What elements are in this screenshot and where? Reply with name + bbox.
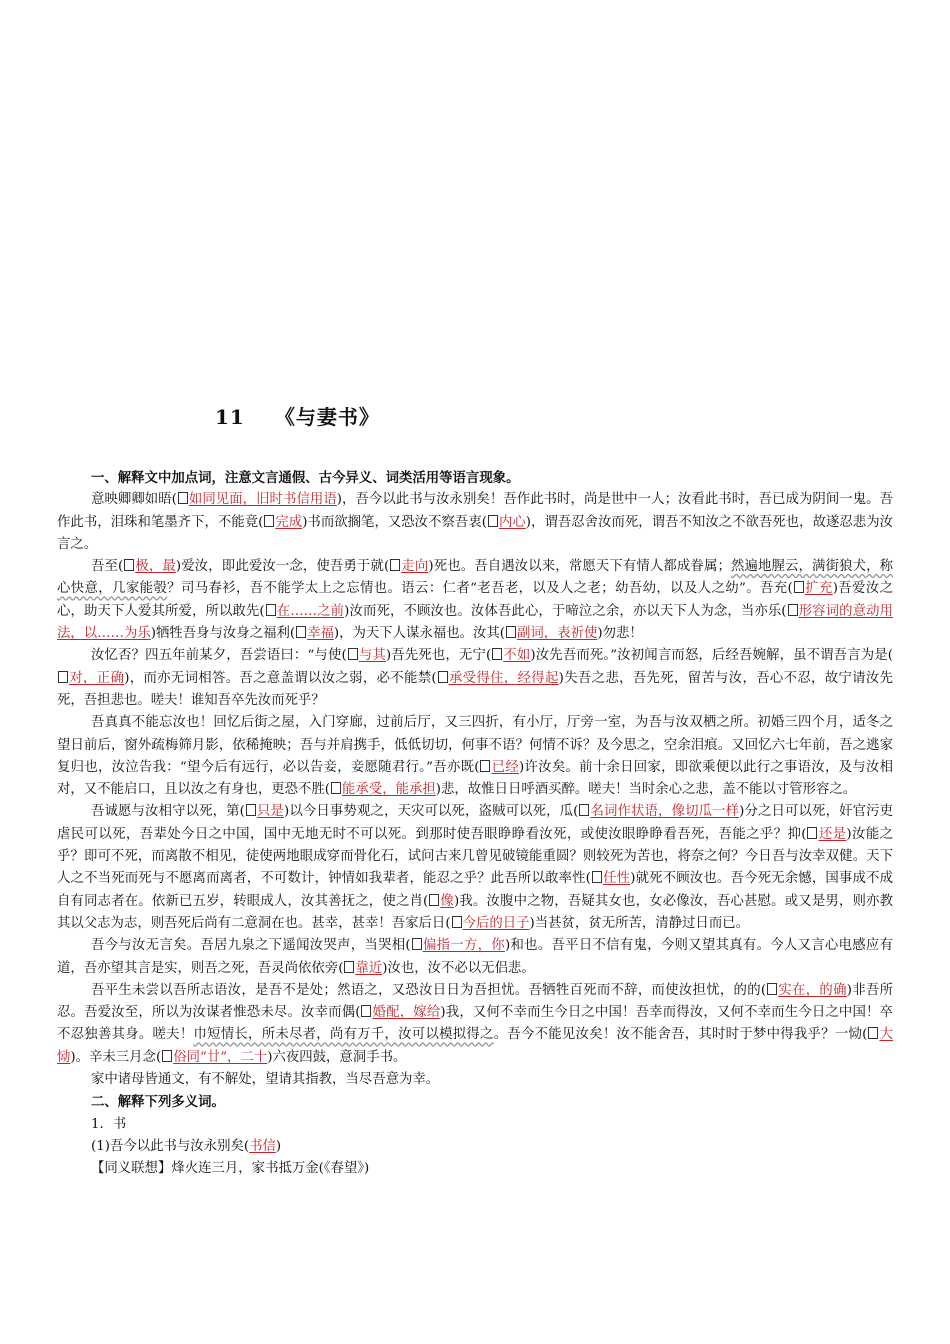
text-segment: 家中诸母皆通文，有不解处，望请其指教，当尽吾意为幸。 [91,1072,440,1088]
synonym-association: 【同义联想】烽火连三月，家书抵万金(《春望》) [91,1161,370,1177]
checkbox-icon [390,559,400,571]
text-segment: 吾真真不能忘汝也！回忆后街之屋，入门穿廊，过前后厅，又三四折，有小厅，厅旁一室，为吾与汝双栖之所。初婚三四个月，适冬之望日前后，窗外疏梅筛月影，依稀掩映；吾与并肩携手，低低切切，何事不语？何情不诉？及今思之，空余泪痕。又回忆六七年前，吾之逃家复归也，汝泣告我：“望今后有远行，必以告妾，妾愿随君行。”吾亦既( [57,715,893,775]
text-segment: )失吾之悲，吾先死，留苦与汝，吾心不忍，故宁请汝先死，吾担悲也。嗟夫！谁知吾卒先汝而死乎？ [57,670,894,708]
checkbox-icon [178,492,188,504]
annotation: 还是 [818,826,847,842]
text-segment: )汝而死，不顾汝也。汝体吾此心，于啼泣之余，亦以天下人为念，当亦乐( [344,603,787,619]
text-segment: 意映卿卿如晤( [91,492,177,508]
checkbox-icon [868,1027,878,1039]
annotation: 极，最 [135,559,176,575]
paragraph-2 [57,556,893,645]
text-segment: )非吾所忍。吾爱汝至，所以为汝谋者惟恐未尽。汝幸而偶( [57,982,893,1021]
checkbox-icon [124,559,134,571]
text-segment: )勿悲！ [597,626,643,642]
checkbox-icon [162,1050,172,1062]
text-segment: 吾诚愿与汝相守以死，第( [91,804,245,820]
checkbox-icon [348,648,358,660]
text-segment: )就死不顾汝也。吾今死无余憾，国事成不成自有同志者在。依新已五岁，转眼成人，汝其善抚之，使之肖( [57,871,893,909]
checkbox-icon [331,782,341,794]
text-segment: )六夜四鼓，意洞手书。 [267,1049,407,1065]
checkbox-icon [488,515,498,527]
paragraph-6 [57,935,893,980]
checkbox-icon [788,604,798,616]
text-segment: )牺牲吾身与汝身之福利( [150,626,296,642]
annotation: 任性 [602,871,631,887]
text-segment: )我。汝腹中之物，吾疑其女也，女必像汝，吾心甚慰。或又是男，则亦教其以父志为志，则吾死后尚有二意洞在也。甚幸，甚幸！吾家后日( [57,893,894,931]
checkbox-icon [344,961,354,973]
text-segment: ) [275,1138,282,1154]
checkbox-icon [429,894,439,906]
checkbox-icon [296,626,306,638]
lesson-title: 《与妻书》 [274,405,380,429]
text-segment: )，为天下人谋永福也。汝其( [333,626,506,642]
annotation: 与其 [358,648,386,664]
annotation: 大恸 [57,1027,894,1065]
paragraph-4 [57,712,893,801]
checkbox-icon [579,804,589,816]
text-segment: )汝也，汝不必以无侣悲。 [382,960,535,976]
checkbox-icon [246,804,256,816]
text-segment: )我，又何不幸而生今日之中国！吾幸而得汝，又何不幸而生今日之中国！卒不忍独善其身。嗟夫！ [57,1005,893,1043]
checkbox-icon [480,760,490,772]
checkbox-icon [492,648,502,660]
text-segment: 吾至( [91,559,124,575]
checkbox-icon [807,827,817,839]
checkbox-icon [264,515,274,527]
text-segment: 。吾今不能见汝矣！汝不能舍吾，其时时于梦中得我乎？一恸( [493,1027,868,1043]
document-body [57,467,893,1181]
annotation: 像 [440,893,454,909]
annotation: 只是 [256,804,285,820]
annotation: 如同见面，旧时书信用语 [188,492,337,508]
checkbox-icon [506,626,516,638]
text-segment: )，吾今以此书与汝永别矣！吾作此书时，尚是世中一人；汝看此书时，吾已成为阴间一鬼。吾作此书，泪珠和笔墨齐下，不能竟( [57,492,894,530]
text-segment: 汝忆否？四五年前某夕，吾尝语曰：“与使( [91,648,347,664]
paragraph-5 [57,801,893,935]
text-segment: (1)吾今以此书与汝永别矣( [91,1138,250,1154]
text-segment: )吾先死也，无宁( [385,648,492,664]
checkbox-icon [767,983,777,995]
annotation: 副词，表祈使 [517,626,598,642]
lesson-number: 11 [215,405,245,429]
text-segment: )当甚贫，贫无所苦，清静过日而已。 [529,915,749,931]
checkbox-icon [452,916,462,928]
text-segment: ？司马春衫，吾不能学太上之忘情也。语云：仁者“老吾老，以及人之老；幼吾幼，以及人之幼”。吾充( [167,581,793,597]
annotation: 完成 [275,514,303,530]
annotation: 俗同“廿”，二十 [173,1049,268,1065]
annotation: 偏指一方，你 [422,938,505,954]
checkbox-icon [266,604,276,616]
text-segment: )和也。吾平日不信有鬼，今则又望其真有。今人又言心电感应有道，吾亦望其言是实，则吾之死，吾灵尚依依旁( [57,938,893,976]
checkbox-icon [438,671,448,683]
text-segment: )。辛未三月念( [70,1049,162,1065]
text-segment: 吾平生未尝以吾所志语汝，是吾不是处；然语之，又恐汝日日为吾担忧。吾牺牲百死而不辞，而使汝担忧，的的( [91,982,767,998]
text-segment: )分之日可以死，奸官污吏虐民可以死，吾辈处今日之中国，国中无地无时不可以死。到那时使吾眼睁睁看汝死，或使汝眼睁睁看吾死，吾能之乎？抑( [57,804,894,842]
annotation: 靠近 [355,960,383,976]
text-segment: )汝能之乎？即可不死，而离散不相见，徒使两地眼成穿而骨化石，试问古来几曾见破镜能重圆？则较死为苦也，将奈之何？今日吾与汝幸双健。天下人之不当死而死与不愿离而离者，不可数计，钟情如我辈者，能忍之乎？此吾所以敢率性( [57,826,893,887]
paragraph-3 [57,645,893,712]
checkbox-icon [361,1005,371,1017]
annotation: 在……之前 [276,603,345,619]
paragraph-7 [57,980,893,1069]
wavy-underlined-text: 然遍地腥云，满街狼犬，称心快意，几家能彀 [57,559,894,597]
annotation: 书信 [249,1138,276,1154]
checkbox-icon [794,581,804,593]
section-heading-2: 二、解释下列多义词。 [91,1094,225,1111]
annotation: 今后的日子 [462,915,530,931]
annotation: 能承受，能承担 [342,782,436,798]
text-segment: )，而亦无词相答。吾之意盖谓以汝之弱，必不能禁( [124,670,437,686]
checkbox-icon [592,871,602,883]
checkbox-icon [58,671,68,683]
paragraph-1 [57,489,893,556]
annotation: 内心 [498,514,526,530]
annotation: 扩充 [804,581,833,597]
annotation: 已经 [491,759,520,775]
text-segment: )以今日事势观之，天灾可以死，盗贼可以死，瓜( [284,804,579,820]
vocab-item-label: 1．书 [91,1116,127,1132]
wavy-underlined-text: 巾短情长，所未尽者，尚有万千，汝可以模拟得之 [193,1027,494,1043]
annotation: 对，正确 [69,670,125,686]
text-segment: )汝先吾而死。”汝初闻言而怒，后经吾婉解，虽不谓吾言为是( [530,648,894,664]
annotation: 婚配，嫁给 [372,1005,441,1021]
section-heading-1: 一、解释文中加点词，注意文言通假、古今异义、词类活用等语言现象。 [91,470,520,486]
text-segment: )悲，故惟日日呼酒买醉。嗟夫！当时余心之悲，盖不能以寸管形容之。 [435,782,857,798]
text-segment: )死也。吾自遇汝以来，常愿天下有情人都成眷属； [428,559,731,575]
text-segment: )爱汝，即此爱汝一念，使吾勇于就( [175,559,390,575]
annotation: 幸福 [307,626,334,642]
text-segment: 吾今与汝无言矣。吾居九泉之下遥闻汝哭声，当哭相( [91,938,411,954]
annotation: 走向 [401,559,429,575]
annotation: 不如 [503,648,531,664]
text-segment: )许汝矣。前十余日回家，即欲乘便以此行之事语汝，及与汝相对，又不能启口，且以汝之有身也，更恐不胜( [57,759,894,798]
text-segment: )吾爱汝之心，助天下人爱其所爱，所以敢先( [57,581,893,619]
page-title [215,401,380,430]
annotation: 名词作状语，像切瓜一样 [590,804,740,820]
vocab-example-1 [57,1136,893,1158]
text-segment: )，谓吾忍舍汝而死，谓吾不知汝之不欲吾死也，故遂忍悲为汝言之。 [57,514,894,552]
text-segment: )书而欲搁笔，又恐汝不察吾衷( [302,514,487,530]
annotation: 承受得住，经得起 [448,670,559,686]
annotation: 实在，的确 [778,982,847,998]
paragraph-8 [57,1069,893,1091]
annotation: 形容词的意动用法，以……为乐 [57,603,894,642]
checkbox-icon [412,938,422,950]
